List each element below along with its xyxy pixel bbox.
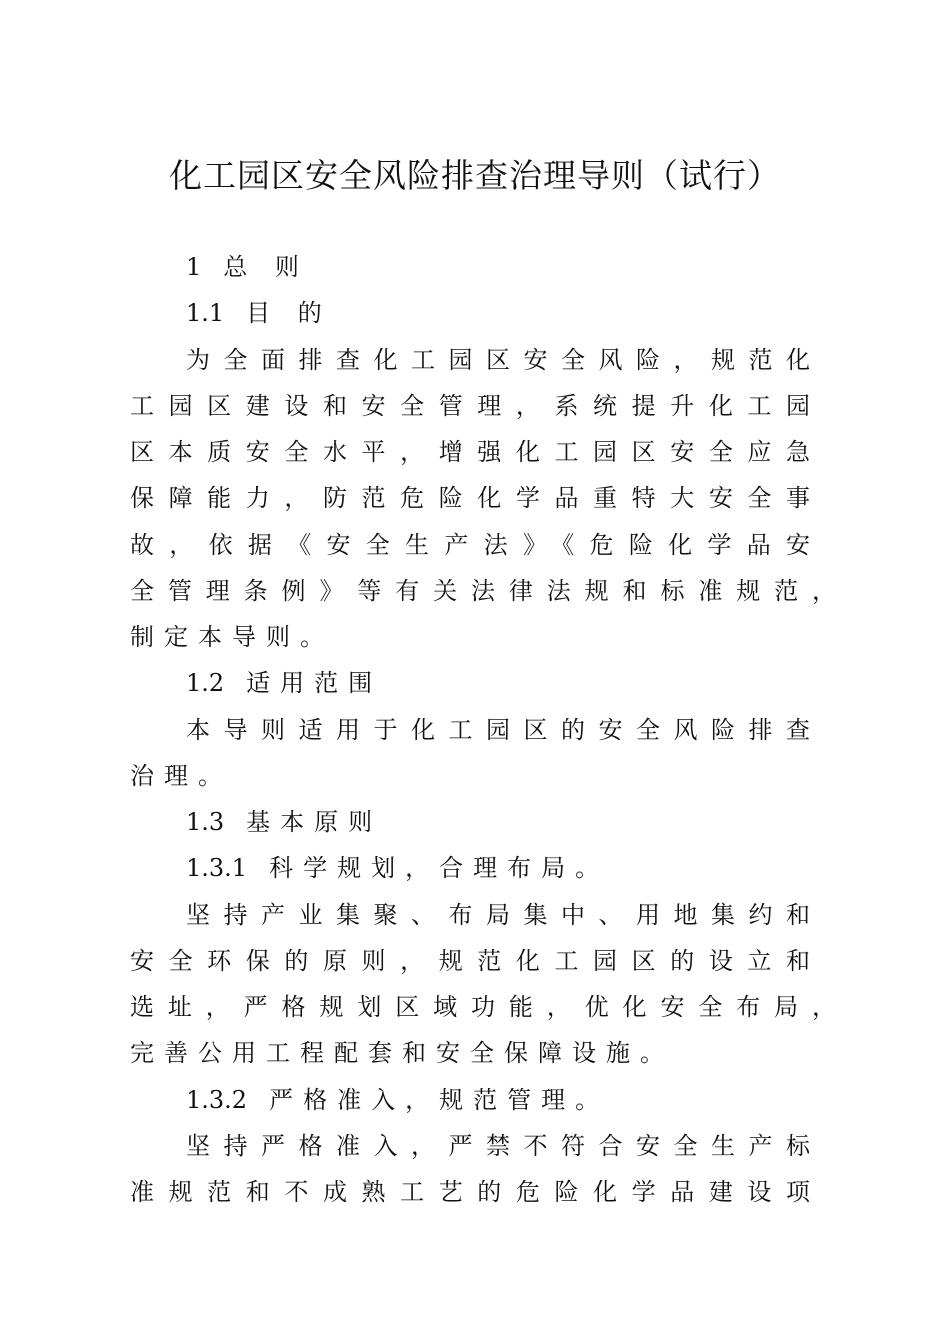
- section-heading: 1.3.1 科学规划，合理布局。: [186, 854, 610, 883]
- paragraph-line: 工园区建设和安全管理，系统提升化工园: [130, 391, 810, 420]
- paragraph-line: 安全环保的原则，规范化工园区的设立和: [130, 946, 810, 975]
- paragraph-line: 为全面排查化工园区安全风险，规范化: [186, 345, 810, 374]
- paragraph-line: 治理。: [130, 761, 232, 790]
- paragraph-line: 本导则适用于化工园区的安全风险排查: [186, 715, 810, 744]
- paragraph-line: 区本质安全水平，增强化工园区安全应急: [130, 438, 810, 466]
- paragraph-line: 选址，严格规划区域功能，优化安全布局，: [130, 993, 836, 1021]
- paragraph-line: 制定本导则。: [130, 623, 334, 651]
- paragraph-line: 准规范和不成熟工艺的危险化学品建设项: [130, 1178, 810, 1206]
- paragraph-line: 坚持产业集聚、布局集中、用地集约和: [186, 900, 810, 929]
- paragraph-line: 完善公用工程配套和安全保障设施。: [130, 1039, 674, 1068]
- section-heading: 1.1 目 的: [186, 299, 332, 328]
- paragraph-line: 故，依据《安全生产法》《危险化学品安: [130, 530, 810, 559]
- paragraph-line: 全管理条例》等有关法律法规和标准规范，: [130, 576, 836, 605]
- paragraph-line: 保障能力，防范危险化学品重特大安全事: [130, 484, 810, 513]
- section-heading: 1 总 则: [186, 253, 309, 281]
- section-heading: 1.2 适用范围: [186, 669, 383, 698]
- section-heading: 1.3.2 严格准入，规范管理。: [186, 1085, 610, 1114]
- document-body: [130, 244, 850, 1215]
- section-heading: 1.3 基本原则: [186, 808, 383, 836]
- paragraph-line: 坚持严格准入，严禁不符合安全生产标: [186, 1131, 810, 1160]
- document-title: 化工园区安全风险排查治理导则（试行）: [169, 156, 781, 195]
